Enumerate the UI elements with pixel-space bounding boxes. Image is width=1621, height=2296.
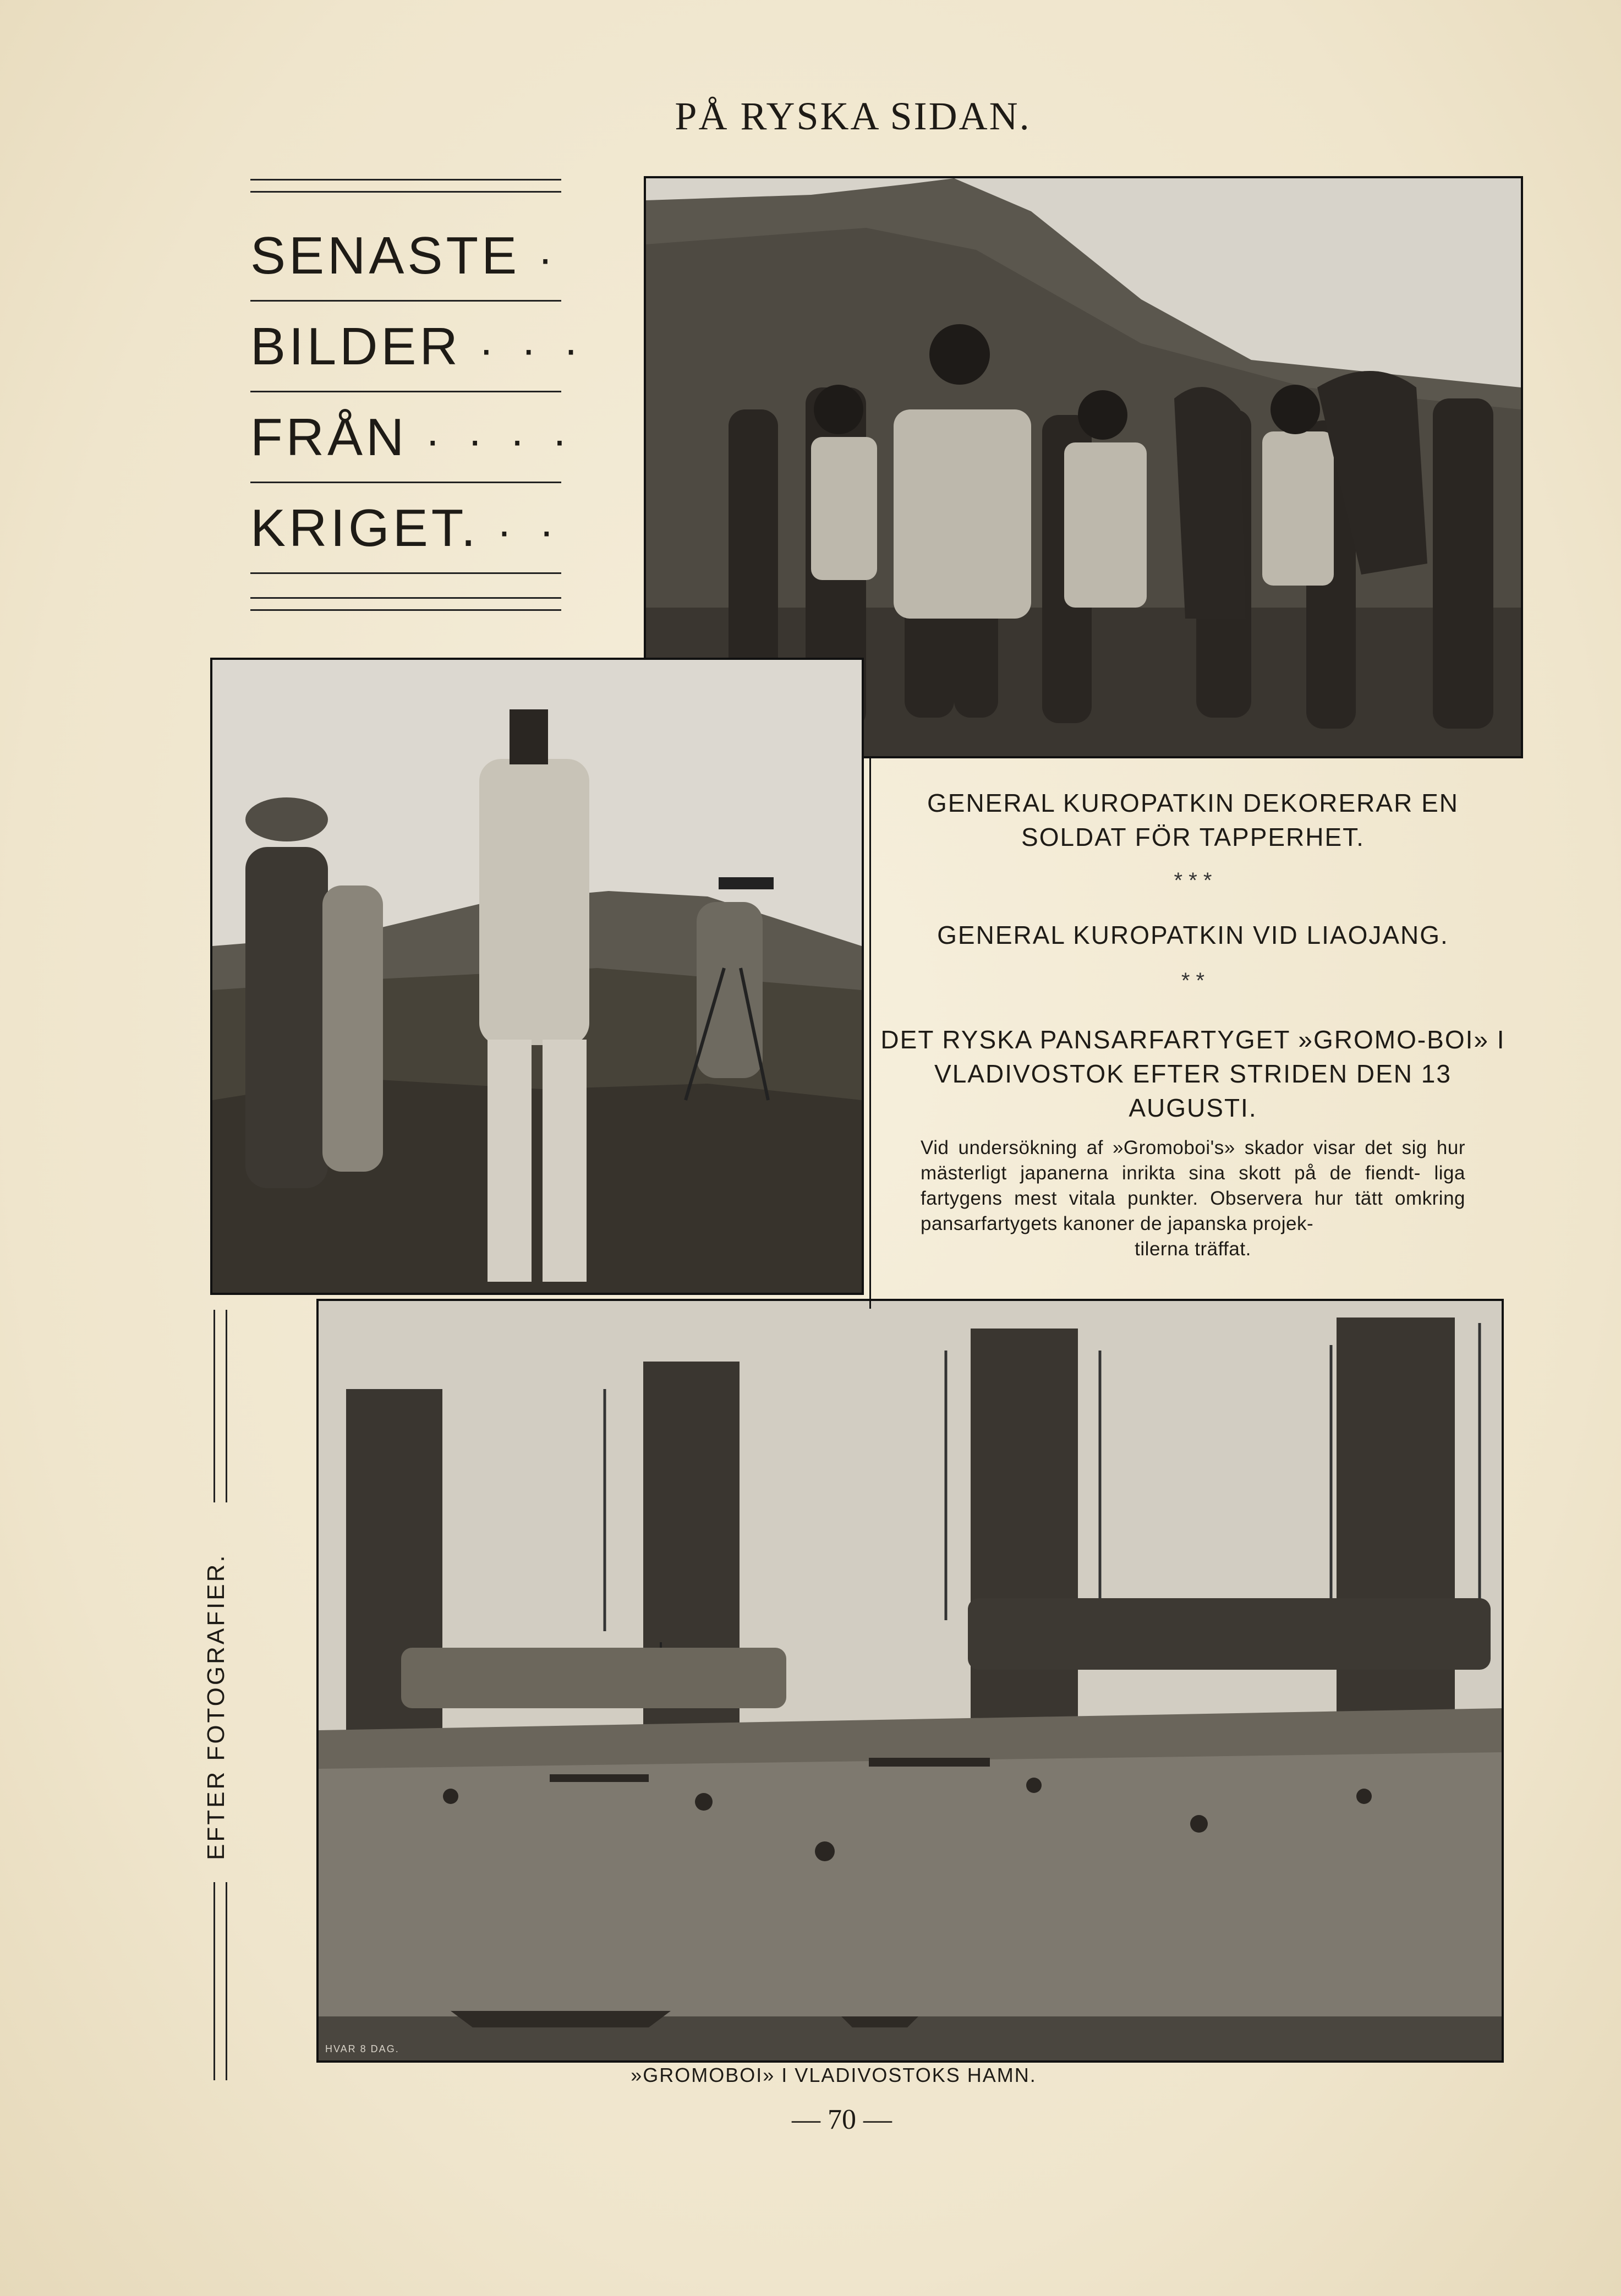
- separator-stars: * *: [1181, 969, 1205, 993]
- caption-body-line: omkring pansarfartygets kanoner de japanska projek-: [921, 1188, 1466, 1234]
- caption-liaojang: GENERAL KUROPATKIN VID LIAOJANG.: [937, 921, 1449, 949]
- credit-rule: [213, 1882, 215, 2080]
- credit-rule: [213, 1310, 215, 1502]
- caption-body-line: Vid undersökning af »Gromoboi's» skador visar det sig: [921, 1137, 1427, 1158]
- photo-gromoboi: [316, 1299, 1504, 2063]
- title-rule: [250, 191, 561, 193]
- title-word-2: BILDER · · ·: [250, 317, 586, 376]
- vertical-credit: EFTER FOTOGRAFIER.: [202, 1553, 229, 1860]
- photo-gromoboi-scene: [319, 1301, 1502, 2060]
- title-rule: [250, 391, 561, 392]
- photo-liaojang-scene: [212, 660, 862, 1293]
- photo-kuropatkin-liaojang: [210, 658, 864, 1295]
- credit-rule: [226, 1310, 227, 1502]
- title-rule: [250, 597, 561, 599]
- credit-rule: [226, 1882, 227, 2080]
- title-word-4: KRIGET. · ·: [250, 499, 562, 557]
- caption-body-text: [921, 1135, 1465, 1262]
- title-rule: [250, 609, 561, 611]
- title-rule: [250, 179, 561, 181]
- caption-body-line: tilerna träffat.: [1135, 1238, 1251, 1260]
- bottom-caption: »GROMOBOI» I VLADIVOSTOKS HAMN.: [631, 2064, 1037, 2086]
- caption-body-line: hur mästerligt japanerna inrikta sina skott på de fiendt-: [921, 1137, 1465, 1184]
- page-number: — 70 —: [792, 2104, 892, 2135]
- title-word-1: SENASTE ·: [250, 226, 561, 285]
- title-rule: [250, 300, 561, 302]
- separator-stars: * * *: [1174, 868, 1212, 893]
- title-block: [250, 179, 586, 627]
- running-head: PÅ RYSKA SIDAN.: [675, 94, 1031, 138]
- title-rule: [250, 572, 561, 574]
- caption-gromoboi: DET RYSKA PANSARFARTYGET »GROMO-BOI» I VLADIVOSTOK EFTER STRIDEN DEN 13 AUGUSTI.: [880, 1025, 1505, 1122]
- photo-mark: HVAR 8 DAG.: [325, 2043, 399, 2054]
- caption-box: [869, 757, 1515, 1309]
- title-rule: [250, 482, 561, 483]
- title-word-3: FRÅN · · · ·: [250, 408, 575, 467]
- caption-body-line: liga fartygens mest vitala punkter. Observera hur tätt: [921, 1162, 1465, 1209]
- caption-decoration: GENERAL KUROPATKIN DEKORERAR EN SOLDAT FÖR TAPPERHET.: [927, 789, 1459, 851]
